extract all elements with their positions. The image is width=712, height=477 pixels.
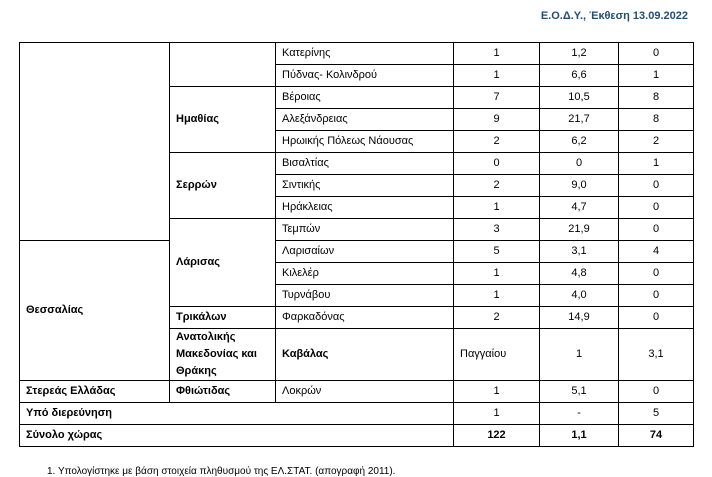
cases-cell: 3 bbox=[454, 219, 540, 241]
deaths-cell: 74 bbox=[619, 425, 694, 447]
cases-table bbox=[19, 42, 694, 447]
municipality-cell: Τεμπών bbox=[276, 219, 454, 241]
rate-cell: 21,7 bbox=[540, 109, 619, 131]
deaths-cell: 2 bbox=[619, 131, 694, 153]
cases-cell: 122 bbox=[454, 425, 540, 447]
report-header: Ε.Ο.Δ.Υ., Έκθεση 13.09.2022 bbox=[540, 10, 688, 22]
municipality-cell: Σιντικής bbox=[276, 175, 454, 197]
deaths-cell: 0 bbox=[619, 307, 694, 329]
rate-cell: 14,9 bbox=[540, 307, 619, 329]
municipality-cell: Παγγαίου bbox=[454, 329, 540, 381]
footnote: 1. Υπολογίστηκε με βάση στοιχεία πληθυσμού της ΕΛ.ΣΤΑΤ. (απογραφή 2011). bbox=[47, 466, 396, 477]
deaths-cell: 0 bbox=[619, 263, 694, 285]
table-row bbox=[20, 43, 694, 65]
deaths-cell: 5 bbox=[619, 403, 694, 425]
cases-cell: 0 bbox=[454, 153, 540, 175]
rate-cell: 3,1 bbox=[540, 241, 619, 263]
deaths-cell: 0 bbox=[619, 285, 694, 307]
municipality-cell: Βισαλτίας bbox=[276, 153, 454, 175]
municipality-cell: Πύδνας- Κολινδρού bbox=[276, 65, 454, 87]
municipality-cell: Ηρωικής Πόλεως Νάουσας bbox=[276, 131, 454, 153]
table-row bbox=[20, 241, 694, 263]
region-cell: Ανατολικής Μακεδονίας και Θράκης bbox=[170, 329, 276, 381]
rate-cell: 6,6 bbox=[540, 65, 619, 87]
region-cell: Θεσσαλίας bbox=[20, 241, 170, 381]
cases-cell: 1 bbox=[454, 381, 540, 403]
municipality-cell: Τυρνάβου bbox=[276, 285, 454, 307]
municipality-cell: Λοκρών bbox=[276, 381, 454, 403]
under-investigation-label: Υπό διερεύνηση bbox=[20, 403, 454, 425]
rate-cell: 10,5 bbox=[540, 87, 619, 109]
municipality-cell: Κατερίνης bbox=[276, 43, 454, 65]
unit-cell: Λάρισας bbox=[170, 219, 276, 307]
rate-cell: 9,0 bbox=[540, 175, 619, 197]
unit-cell: Καβάλας bbox=[276, 329, 454, 381]
municipality-cell: Λαρισαίων bbox=[276, 241, 454, 263]
rate-cell: 4,0 bbox=[540, 285, 619, 307]
table-row bbox=[20, 381, 694, 403]
region-cell-blank bbox=[20, 43, 170, 241]
under-investigation-row bbox=[20, 403, 694, 425]
cases-cell: 1 bbox=[540, 329, 619, 381]
rate-cell: 4,7 bbox=[540, 197, 619, 219]
municipality-cell: Φαρκαδόνας bbox=[276, 307, 454, 329]
rate-cell: 0 bbox=[540, 153, 619, 175]
deaths-cell: 0 bbox=[619, 197, 694, 219]
cases-cell: 1 bbox=[454, 197, 540, 219]
municipality-cell: Βέροιας bbox=[276, 87, 454, 109]
cases-cell: 2 bbox=[454, 175, 540, 197]
cases-cell: 9 bbox=[454, 109, 540, 131]
cases-cell: 1 bbox=[454, 403, 540, 425]
rate-cell: 4,8 bbox=[540, 263, 619, 285]
municipality-cell: Ηράκλειας bbox=[276, 197, 454, 219]
deaths-cell: 8 bbox=[619, 109, 694, 131]
deaths-cell: 1 bbox=[619, 65, 694, 87]
total-label: Σύνολο χώρας bbox=[20, 425, 454, 447]
cases-cell: 5 bbox=[454, 241, 540, 263]
deaths-cell: 0 bbox=[619, 381, 694, 403]
unit-cell: Φθιώτιδας bbox=[170, 381, 276, 403]
rate-cell: 21,9 bbox=[540, 219, 619, 241]
unit-cell: Σερρών bbox=[170, 153, 276, 219]
rate-cell: 1,2 bbox=[540, 43, 619, 65]
cases-cell: 7 bbox=[454, 87, 540, 109]
deaths-cell: 0 bbox=[619, 175, 694, 197]
cases-cell: 2 bbox=[454, 131, 540, 153]
cases-cell: 1 bbox=[454, 285, 540, 307]
cases-cell: 1 bbox=[454, 263, 540, 285]
rate-cell: 5,1 bbox=[540, 381, 619, 403]
cases-cell: 2 bbox=[454, 307, 540, 329]
deaths-cell: 1 bbox=[619, 153, 694, 175]
municipality-cell: Κιλελέρ bbox=[276, 263, 454, 285]
total-row bbox=[20, 425, 694, 447]
deaths-cell: 8 bbox=[619, 87, 694, 109]
rate-cell: 6,2 bbox=[540, 131, 619, 153]
deaths-cell: 4 bbox=[619, 241, 694, 263]
unit-cell: Ημαθίας bbox=[170, 87, 276, 153]
cases-cell: 1 bbox=[454, 65, 540, 87]
deaths-cell: 0 bbox=[619, 43, 694, 65]
rate-cell: 3,1 bbox=[619, 329, 694, 381]
municipality-cell: Αλεξάνδρειας bbox=[276, 109, 454, 131]
unit-cell-blank bbox=[170, 43, 276, 87]
region-cell: Στερεάς Ελλάδας bbox=[20, 381, 170, 403]
rate-cell: - bbox=[540, 403, 619, 425]
cases-cell: 1 bbox=[454, 43, 540, 65]
deaths-cell: 0 bbox=[619, 219, 694, 241]
rate-cell: 1,1 bbox=[540, 425, 619, 447]
unit-cell: Τρικάλων bbox=[170, 307, 276, 329]
